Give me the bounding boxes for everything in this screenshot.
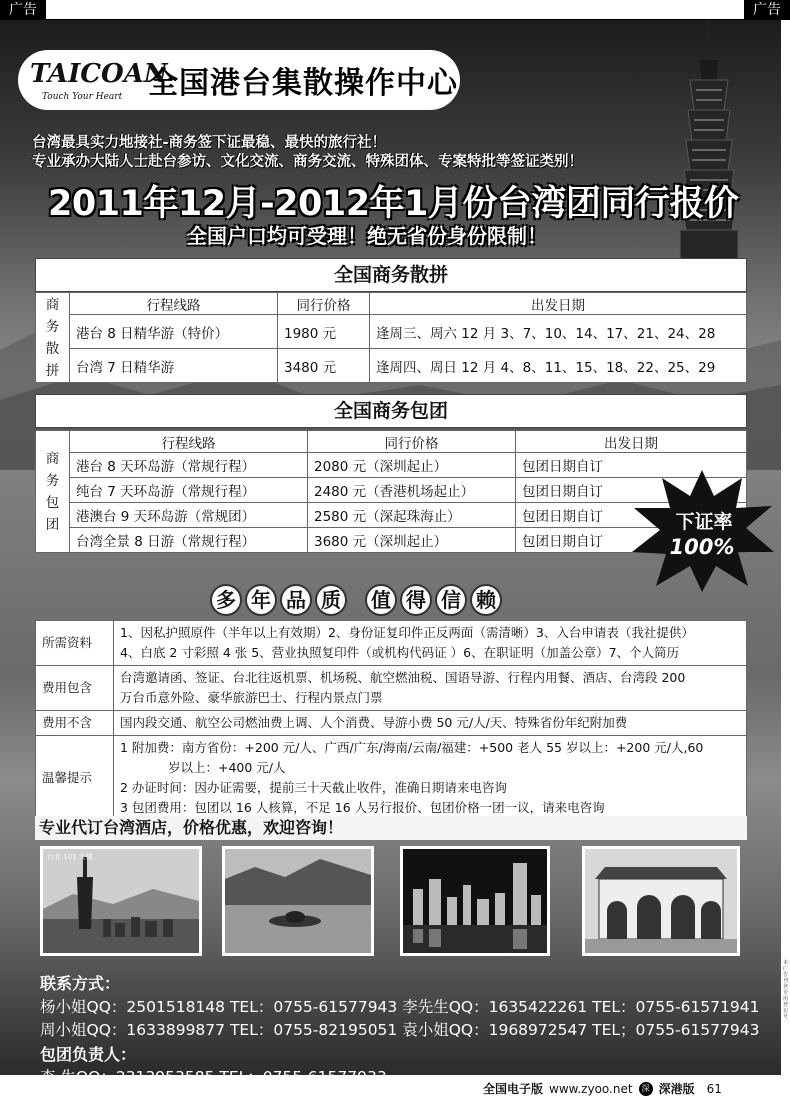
footer-edition: 全国电子版	[483, 1082, 544, 1096]
sanpin-section-title: 全国商务散拼	[35, 258, 747, 292]
company-logo-banner	[18, 50, 460, 110]
contact-line-1: 杨小姐QQ：2501518148 TEL：0755-61577943 李先生QQ：1635422261 TEL：0755-61571941	[40, 997, 760, 1016]
side-registration-note: 本广告刊登专用登记号	[783, 960, 789, 1020]
col-price: 同行价格	[308, 431, 516, 453]
photo-memorial-gate	[582, 846, 740, 956]
lake-island-image	[225, 849, 371, 953]
group-manager-line: 李 生QQ：2313953585 TEL：0755-61577933	[40, 1068, 387, 1086]
taicoan-logo-icon	[28, 54, 168, 90]
top-ad-bar	[0, 0, 790, 20]
table-header-row	[36, 431, 747, 453]
info-row-tips: 温馨提示 1 附加费：南方省份：+200 元/人、广西/广东/海南/云南/福建：+500 老人 55 岁以上：+200 元/人,60 岁以上：+400 元/人 2 办证时间：因办证需要，提前三十天截止收件，准确日期请来电咨询 3 包团费用：包团以 16 人核算，不足 16 人另行报价、包团价格一团一议，请来电咨询	[36, 736, 747, 821]
photo-taipei-101	[40, 846, 202, 956]
table-row: 台湾全景 8 日游（常规行程） 3680 元（深圳起止） 包团日期自订	[36, 528, 747, 553]
tour-info-table	[35, 620, 747, 821]
col-date: 出发日期	[516, 431, 747, 453]
col-route: 行程线路	[70, 293, 278, 315]
intro-line-2: 专业承办大陆人士赴台参访、文化交流、商务交流、特殊团体、专案特批等签证类别！	[32, 154, 583, 170]
table-row: 港澳台 9 天环岛游（常规团） 2580 元（深起珠海止） 包团日期自订	[36, 503, 747, 528]
col-price: 同行价格	[278, 293, 370, 315]
svg-text:台北 101 大楼: 台北 101 大楼	[47, 853, 93, 861]
advertisement-poster	[0, 20, 781, 1086]
ad-label-right: 广告	[744, 0, 790, 20]
night-skyline-image	[403, 849, 547, 953]
price-subheadline: 全国户口均可受理！绝无省份身份限制！	[187, 224, 547, 248]
footer-section: 深港版	[658, 1082, 695, 1096]
visa-rate-label: 下证率	[675, 511, 733, 533]
svg-text:TAICOAN: TAICOAN	[30, 59, 168, 89]
sanpin-price-table	[35, 292, 747, 383]
intro-line-1: 台湾最具实力地接社-商务签下证最稳、最快的旅行社！	[32, 135, 387, 151]
visa-rate-starburst	[630, 468, 775, 593]
company-name: 全国港台集散操作中心	[148, 66, 458, 101]
table-row: 纯台 7 天环岛游（常规行程） 2480 元（香港机场起止） 包团日期自订	[36, 478, 747, 503]
photo-sun-moon-lake	[222, 846, 374, 956]
info-row-included: 费用包含 台湾邀请函、签证、台北往返机票、机场税、航空燃油税、国语导游、行程内用餐、酒店、台湾段 200 万台币意外险、豪华旅游巴士、行程内景点门票	[36, 666, 747, 711]
page-footer	[483, 1080, 722, 1097]
footer-badge-icon: 深	[639, 1082, 653, 1096]
info-row-requirements: 所需资料 1、因私护照原件（半年以上有效期）2、身份证复印件正反两面（需清晰）3、入台申请表（我社提供） 4、白底 2 寸彩照 4 张 5、营业执照复印件（或机构代码证 ）6、在职证明（加盖公章）7、个人简历	[36, 621, 747, 666]
col-route: 行程线路	[70, 431, 308, 453]
intro-text	[32, 134, 583, 172]
contact-line-2: 周小姐QQ：1633899877 TEL：0755-82195051 袁小姐QQ：1968972547 TEL；0755-61577943	[40, 1021, 760, 1039]
sanpin-side-label: 商 务 散 拼	[36, 293, 70, 383]
hotel-booking-banner: 专业代订台湾酒店，价格优惠，欢迎咨询！	[35, 816, 747, 840]
logo-tagline: Touch Your Heart	[42, 92, 123, 102]
photo-night-city	[400, 846, 550, 956]
baotuan-side-label: 商 务 包 团	[36, 431, 70, 553]
contact-title: 联系方式：	[40, 974, 121, 993]
group-manager-title: 包团负责人：	[40, 1044, 137, 1064]
memorial-gate-image	[585, 849, 737, 953]
taipei-skyline-image	[43, 849, 199, 953]
footer-url[interactable]: www.zyoo.net	[549, 1081, 633, 1096]
baotuan-section-title: 全国商务包团	[35, 394, 747, 428]
table-row: 港台 8 天环岛游（常规行程） 2080 元（深圳起止） 包团日期自订	[36, 453, 747, 478]
table-row: 港台 8 日精华游（特价） 1980 元 逢周三、周六 12 月 3、7、10、14、17、21、24、28	[36, 315, 747, 349]
col-date: 出发日期	[370, 293, 747, 315]
ad-label-left: 广告	[0, 0, 46, 20]
table-header-row	[36, 293, 747, 315]
quality-slogan: 多 年 品 质 值 得 信 赖	[210, 584, 502, 616]
contact-section	[40, 972, 759, 1090]
info-row-excluded: 费用不含 国内段交通、航空公司燃油费上调、人个消费、导游小费 50 元/人/天、特殊省份年纪附加费	[36, 711, 747, 736]
price-headline: 2011年12月-2012年1月份台湾团同行报价	[48, 184, 739, 224]
table-row: 台湾 7 日精华游 3480 元 逢周四、周日 12 月 4、8、11、15、18、22、25、29	[36, 349, 747, 383]
page-number: 61	[706, 1081, 722, 1096]
visa-rate-value: 100%	[669, 535, 735, 559]
